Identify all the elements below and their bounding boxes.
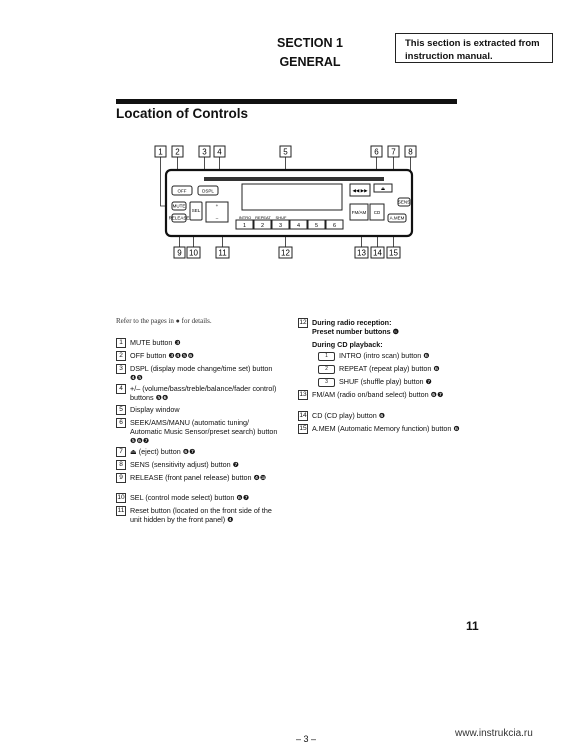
watermark: www.instrukcia.ru bbox=[455, 728, 533, 739]
page-title: Location of Controls bbox=[116, 106, 248, 121]
front-panel-diagram bbox=[152, 140, 422, 264]
preset-button-5[interactable] bbox=[308, 220, 325, 229]
svg-text:5: 5 bbox=[314, 223, 319, 229]
note-line-1: This section is extracted from bbox=[405, 38, 540, 49]
svg-text:8: 8 bbox=[408, 147, 413, 157]
callout-1 bbox=[155, 146, 166, 157]
preset-captions bbox=[239, 215, 287, 220]
footer-page-marker: – 3 – bbox=[296, 734, 317, 744]
dspl-button[interactable] bbox=[198, 186, 218, 195]
callout-8 bbox=[405, 146, 416, 157]
display-window bbox=[242, 184, 342, 210]
off-button[interactable] bbox=[172, 186, 192, 195]
section-number: SECTION 1 bbox=[277, 36, 343, 50]
list-item: 15 A.MEM (Automatic Memory function) button ❻ bbox=[299, 424, 460, 433]
cd-slot bbox=[204, 177, 384, 181]
svg-text:15: 15 bbox=[389, 248, 398, 258]
callout-13 bbox=[355, 247, 368, 258]
svg-text:5: 5 bbox=[283, 147, 288, 157]
list-item: 7 ⏏ (eject) button ❻❼ bbox=[116, 447, 281, 457]
svg-text:CD: CD bbox=[373, 210, 381, 215]
section-general: GENERAL bbox=[279, 55, 341, 69]
cd-button[interactable] bbox=[370, 204, 384, 220]
cd-playback-heading: During CD playback: bbox=[312, 340, 383, 349]
callout-2 bbox=[172, 146, 183, 157]
list-item: 5 Display window bbox=[116, 405, 281, 415]
cd-item-repeat: 2 REPEAT (repeat play) button ❻ bbox=[318, 364, 468, 374]
sel-button[interactable] bbox=[190, 202, 202, 220]
svg-text:3: 3 bbox=[202, 147, 207, 157]
section-heading bbox=[250, 34, 370, 72]
callout-6 bbox=[371, 146, 382, 157]
list-item: 3 DSPL (display mode change/time set) button ❹❺ bbox=[116, 364, 281, 382]
svg-text:+: + bbox=[215, 203, 219, 208]
svg-text:4: 4 bbox=[217, 147, 222, 157]
mute-button[interactable] bbox=[172, 202, 186, 210]
svg-text:9: 9 bbox=[177, 248, 182, 258]
preset-button-3[interactable] bbox=[272, 220, 289, 229]
svg-text:SENS: SENS bbox=[397, 199, 411, 205]
svg-text:⏏: ⏏ bbox=[380, 186, 386, 191]
svg-text:7: 7 bbox=[391, 147, 396, 157]
svg-text:A.MEM: A.MEM bbox=[389, 215, 405, 221]
svg-text:12: 12 bbox=[281, 248, 290, 258]
svg-text:REPEAT: REPEAT bbox=[255, 215, 271, 220]
svg-text:6: 6 bbox=[332, 223, 337, 229]
radio-reception-heading: During radio reception: bbox=[312, 318, 392, 327]
callout-11 bbox=[216, 247, 229, 258]
preset-button-4[interactable] bbox=[290, 220, 307, 229]
svg-text:FM/AM: FM/AM bbox=[351, 210, 367, 215]
note-line-2: instruction manual. bbox=[405, 51, 493, 62]
svg-text:11: 11 bbox=[218, 248, 227, 258]
svg-text:RELEASE: RELEASE bbox=[168, 215, 190, 221]
svg-text:10: 10 bbox=[189, 248, 198, 258]
svg-text:DSPL: DSPL bbox=[202, 188, 214, 194]
page-number: 11 bbox=[466, 619, 479, 633]
seek-ams-buttons[interactable] bbox=[350, 184, 370, 196]
svg-text:13: 13 bbox=[357, 248, 366, 258]
cd-item-intro: 1 INTRO (intro scan) button ❻ bbox=[318, 351, 468, 361]
list-item: 14 CD (CD play) button ❻ bbox=[299, 411, 386, 420]
callout-9 bbox=[174, 247, 185, 258]
list-item: 10 SEL (control mode select) button ❻❼ bbox=[117, 493, 250, 502]
callout-4 bbox=[214, 146, 225, 157]
svg-text:4: 4 bbox=[296, 223, 301, 229]
callout-3 bbox=[199, 146, 210, 157]
intro-text: Refer to the pages in ● for details. bbox=[116, 317, 212, 325]
eject-button[interactable] bbox=[374, 184, 392, 192]
cd-item-shuf: 3 SHUF (shuffle play) button ❼ bbox=[318, 377, 468, 387]
list-item: 2 OFF button ❸❹❺❻ bbox=[116, 351, 281, 361]
svg-text:2: 2 bbox=[260, 223, 265, 229]
svg-text:1: 1 bbox=[242, 223, 247, 229]
list-item: 13 FM/AM (radio on/band select) button ❻❼ bbox=[299, 390, 444, 399]
svg-text:–: – bbox=[215, 216, 219, 221]
callout-5 bbox=[280, 146, 291, 157]
fmam-button[interactable] bbox=[350, 204, 368, 220]
callout-15 bbox=[387, 247, 400, 258]
svg-text:14: 14 bbox=[373, 248, 382, 258]
list-item: 9 RELEASE (front panel release) button ❹❿ bbox=[116, 473, 281, 483]
list-item: 1 MUTE button ❸ bbox=[116, 338, 281, 348]
release-button[interactable] bbox=[169, 214, 190, 222]
svg-text:MUTE: MUTE bbox=[172, 203, 186, 209]
list-item: 6 SEEK/AMS/MANU (automatic tuning/ Automatic Music Sensor/preset search) button ❺❻❼ bbox=[116, 418, 281, 445]
preset-button-1[interactable] bbox=[236, 220, 253, 229]
volume-plus-minus-buttons[interactable] bbox=[206, 202, 228, 222]
list-item-12: 12 During radio reception: Preset number buttons ❻ bbox=[299, 318, 400, 336]
callout-7 bbox=[388, 146, 399, 157]
svg-text:6: 6 bbox=[374, 147, 379, 157]
preset-button-2[interactable] bbox=[254, 220, 271, 229]
title-rule bbox=[116, 99, 457, 104]
svg-text:OFF: OFF bbox=[177, 188, 187, 194]
list-item: 4 +/– (volume/bass/treble/balance/fader control) buttons ❺❻ bbox=[116, 384, 281, 402]
svg-text:SHUF: SHUF bbox=[275, 215, 287, 220]
preset-button-6[interactable] bbox=[326, 220, 343, 229]
callout-12 bbox=[279, 247, 292, 258]
callout-10 bbox=[187, 247, 200, 258]
extract-note-box bbox=[395, 33, 553, 63]
svg-text:◀◀ ▶▶: ◀◀ ▶▶ bbox=[352, 188, 368, 193]
svg-text:1: 1 bbox=[158, 147, 163, 157]
preset-number-buttons: Preset number buttons ❻ bbox=[312, 327, 400, 336]
svg-text:3: 3 bbox=[278, 223, 283, 229]
svg-text:SEL: SEL bbox=[191, 208, 201, 213]
callout-14 bbox=[371, 247, 384, 258]
svg-text:INTRO: INTRO bbox=[238, 215, 252, 220]
list-item: 8 SENS (sensitivity adjust) button ❼ bbox=[116, 460, 281, 470]
amem-button[interactable] bbox=[388, 214, 406, 222]
sens-button[interactable] bbox=[398, 198, 410, 206]
list-item: 11 Reset button (located on the front side of the unit hidden by the front panel) ❹ bbox=[117, 506, 272, 524]
svg-text:2: 2 bbox=[175, 147, 180, 157]
